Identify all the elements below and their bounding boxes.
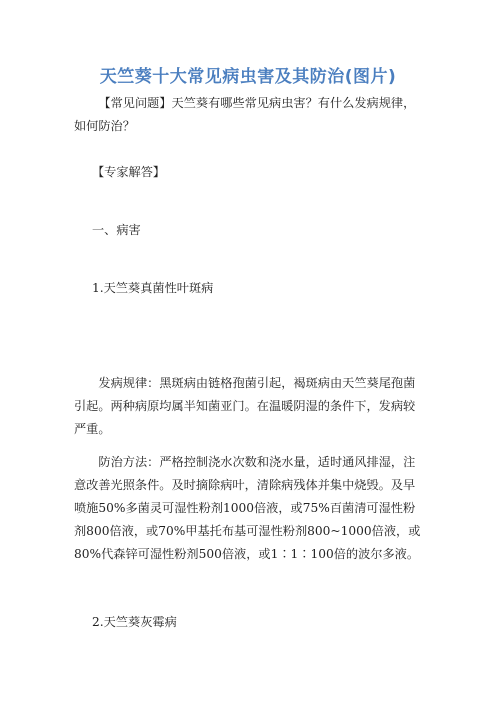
disease-control-paragraph: 防治方法：严格控制浇水次数和浇水量，适时通风排湿，注意改善光照条件。及时摘除病叶，清除病残体并集中烧毁。及早喷施50%多菌灵可湿性粉剂1000倍液，或75%百菌清可湿性粉剂800倍液，或70%甲基托布基可湿性粉剂800~1000倍液，或80%代森锌可湿性粉剂500倍液，或1∶1∶100倍的波尔多液。: [74, 455, 421, 561]
question-paragraph: 【常见问题】天竺葵有哪些常见病虫害？有什么发病规律，如何防治？: [74, 96, 416, 133]
document-title: 天竺葵十大常见病虫害及其防治(图片): [99, 67, 397, 87]
section-heading-diseases: 一、病害: [92, 223, 141, 237]
expert-answer-label: 【专家解答】: [92, 165, 166, 179]
disease-heading-leaf-spot: 1.天竺葵真菌性叶斑病: [92, 281, 214, 295]
disease-pattern-paragraph: 发病规律：黑斑病由链格孢菌引起，褐斑病由天竺葵尾孢菌引起。两种病原均属半知菌亚门。在温暖阴湿的条件下，发病较严重。: [74, 376, 416, 436]
disease-heading-gray-mold: 2.天竺葵灰霉病: [92, 615, 177, 629]
